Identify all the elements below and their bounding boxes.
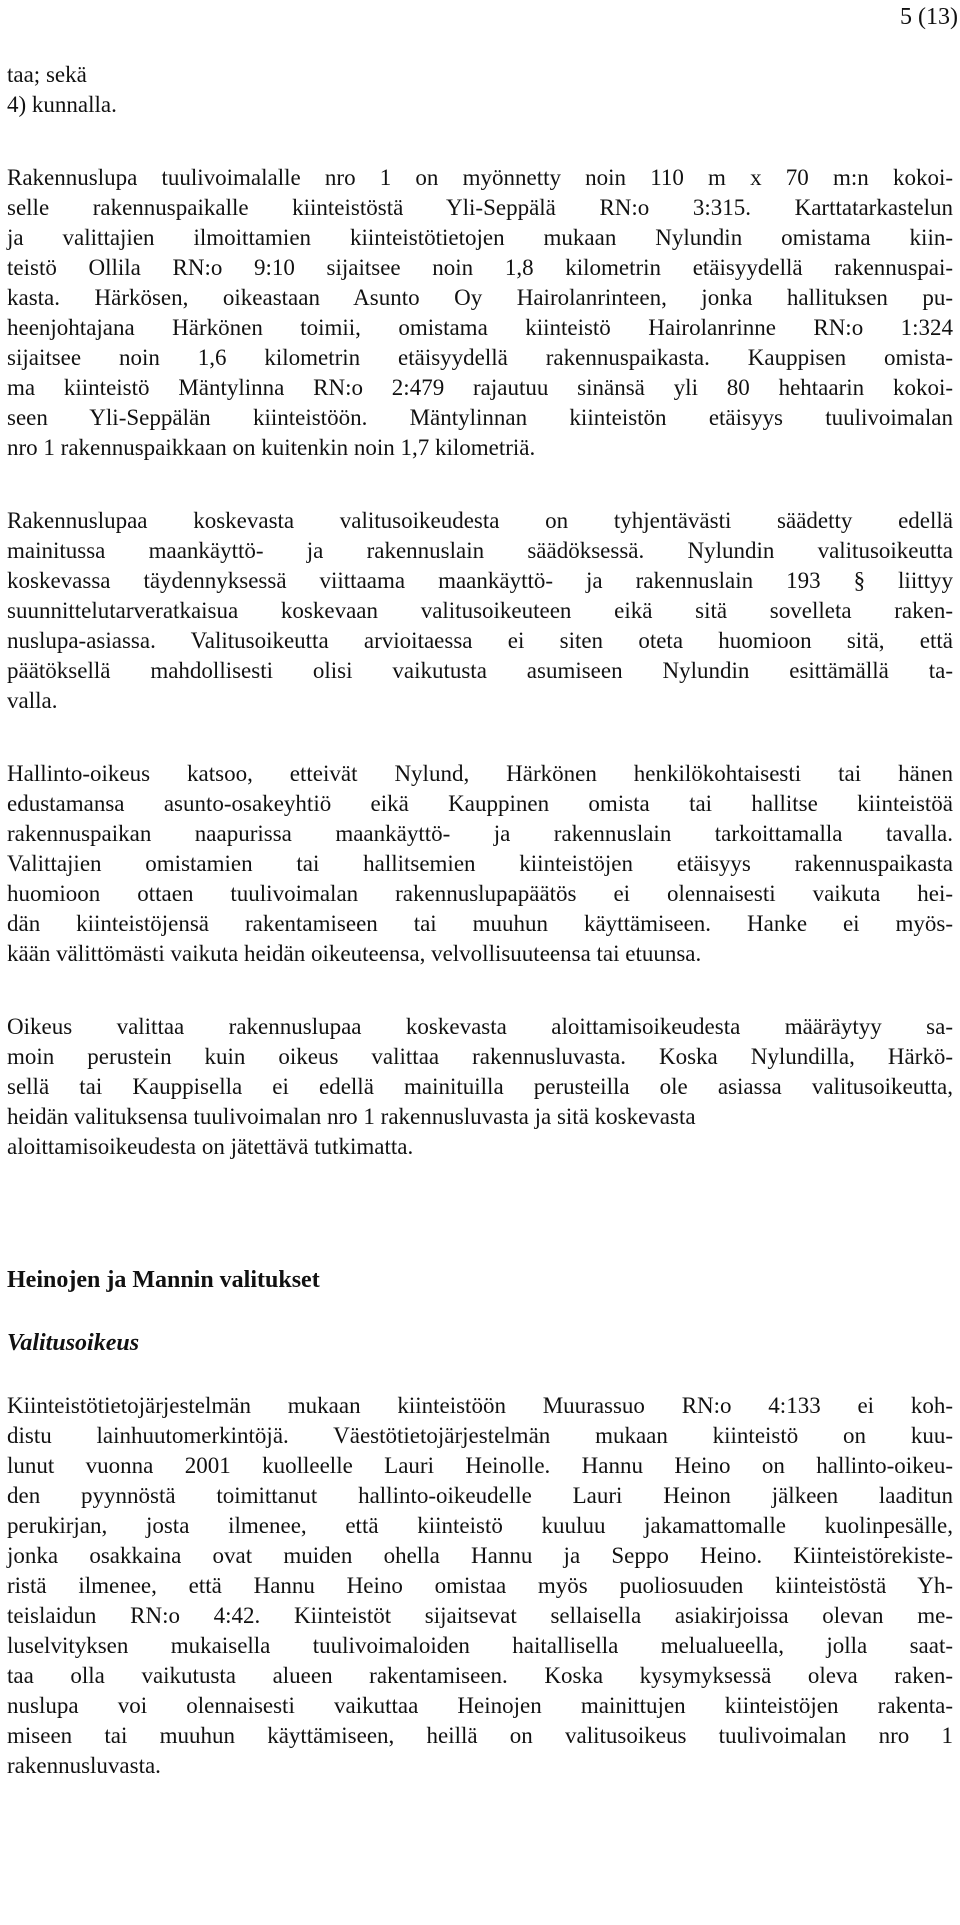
text-line: päätöksellä mahdollisesti olisi vaikutusta asumiseen Nylundin esittämällä ta- bbox=[7, 658, 953, 683]
text-line: ristä ilmenee, että Hannu Heino omistaa myös puoliosuuden kiinteistöstä Yh- bbox=[7, 1573, 953, 1598]
text-line: den pyynnöstä toimittanut hallinto-oikeudelle Lauri Heinon jälkeen laaditun bbox=[7, 1483, 953, 1508]
text-line: nuslupa-asiassa. Valitusoikeutta arvioitaessa ei siten oteta huomioon sitä, että bbox=[7, 628, 953, 653]
text-line: luselvityksen mukaisella tuulivoimaloiden haitallisella melualueella, jolla saat- bbox=[7, 1633, 953, 1658]
document-body bbox=[7, 60, 953, 1781]
text-line: distu lainhuutomerkintöjä. Väestötietojärjestelmän mukaan kiinteistö on kuu- bbox=[7, 1423, 953, 1448]
text-line: nuslupa voi olennaisesti vaikuttaa Heinojen mainittujen kiinteistöjen rakenta- bbox=[7, 1693, 953, 1718]
paragraph-court-assessment bbox=[7, 759, 953, 969]
text-line: rakennusluvasta. bbox=[7, 1753, 161, 1778]
text-line: sellä tai Kauppisella ei edellä mainituilla perusteilla ole asiassa valitusoikeutta, bbox=[7, 1074, 953, 1099]
text-line: mainitussa maankäyttö- ja rakennuslain säädöksessä. Nylundin valitusoikeutta bbox=[7, 538, 953, 563]
text-line: Valittajien omistamien tai hallitsemien kiinteistöjen etäisyys rakennuspaikasta bbox=[7, 851, 953, 876]
text-line: ja valittajien ilmoittamien kiinteistötietojen mukaan Nylundin omistama kiin- bbox=[7, 225, 953, 250]
text-line: aloittamisoikeudesta on jätettävä tutkimatta. bbox=[7, 1134, 414, 1159]
paragraph-heino-appeal bbox=[7, 1391, 953, 1781]
text-line: koskevassa täydennyksessä viittaama maankäyttö- ja rakennuslain 193 § liittyy bbox=[7, 568, 953, 593]
text-line: taa; sekä bbox=[7, 62, 87, 87]
text-line: heidän valituksensa tuulivoimalan nro 1 rakennusluvasta ja sitä koskevasta bbox=[7, 1104, 696, 1129]
text-line: ma kiinteistö Mäntylinna RN:o 2:479 rajautuu sinänsä yli 80 hehtaarin kokoi- bbox=[7, 375, 953, 400]
text-line: Hallinto-oikeus katsoo, etteivät Nylund, Härkönen henkilökohtaisesti tai hänen bbox=[7, 761, 953, 786]
text-line: perukirjan, josta ilmenee, että kiinteistö kuuluu jakamattomalle kuolinpesälle, bbox=[7, 1513, 953, 1538]
paragraph-commencement-right bbox=[7, 1012, 953, 1162]
text-line: sijaitsee noin 1,6 kilometrin etäisyydellä rakennuspaikasta. Kauppisen omista- bbox=[7, 345, 953, 370]
text-line: moin perustein kuin oikeus valittaa rakennusluvasta. Koska Nylundilla, Härkö- bbox=[7, 1044, 953, 1069]
text-line: lunut vuonna 2001 kuolleelle Lauri Heinolle. Hannu Heino on hallinto-oikeu- bbox=[7, 1453, 953, 1478]
text-line: taa olla vaikutusta alueen rakentamiseen. Koska kysymyksessä oleva raken- bbox=[7, 1663, 953, 1688]
text-line: huomioon ottaen tuulivoimalan rakennuslupapäätös ei olennaisesti vaikuta hei- bbox=[7, 881, 953, 906]
text-line: edustamansa asunto-osakeyhtiö eikä Kauppinen omista tai hallitse kiinteistöä bbox=[7, 791, 953, 816]
text-line: Rakennuslupa tuulivoimalalle nro 1 on myönnetty noin 110 m x 70 m:n kokoi- bbox=[7, 165, 953, 190]
text-line: heenjohtajana Härkönen toimii, omistama kiinteistö Hairolanrinne RN:o 1:324 bbox=[7, 315, 953, 340]
section-heading: Heinojen ja Mannin valitukset bbox=[7, 1267, 320, 1293]
text-line: Oikeus valittaa rakennuslupaa koskevasta aloittamisoikeudesta määräytyy sa- bbox=[7, 1014, 953, 1039]
paragraph-right-of-appeal bbox=[7, 506, 953, 716]
paragraph-building-permit bbox=[7, 163, 953, 463]
text-line: kasta. Härkösen, oikeastaan Asunto Oy Hairolanrinteen, jonka hallituksen pu- bbox=[7, 285, 953, 310]
text-line: rakennuspaikan naapurissa maankäyttö- ja rakennuslain tarkoittamalla tavalla. bbox=[7, 821, 953, 846]
text-line: selle rakennuspaikalle kiinteistöstä Yli-Seppälä RN:o 3:315. Karttatarkastelun bbox=[7, 195, 953, 220]
text-line: Rakennuslupaa koskevasta valitusoikeudesta on tyhjentävästi säädetty edellä bbox=[7, 508, 953, 533]
text-line: teistö Ollila RN:o 9:10 sijaitsee noin 1,8 kilometrin etäisyydellä rakennuspai- bbox=[7, 255, 953, 280]
text-line: 4) kunnalla. bbox=[7, 92, 117, 117]
text-line: jonka osakkaina ovat muiden ohella Hannu ja Seppo Heino. Kiinteistörekiste- bbox=[7, 1543, 953, 1568]
text-line: seen Yli-Seppälän kiinteistöön. Mäntylinnan kiinteistön etäisyys tuulivoimalan bbox=[7, 405, 953, 430]
text-line: kään välittömästi vaikuta heidän oikeuteensa, velvollisuuteensa tai etuunsa. bbox=[7, 941, 702, 966]
text-line: valla. bbox=[7, 688, 58, 713]
page-number: 5 (13) bbox=[900, 4, 958, 30]
subsection-heading: Valitusoikeus bbox=[7, 1330, 140, 1356]
text-line: miseen tai muuhun käyttämiseen, heillä on valitusoikeus tuulivoimalan nro 1 bbox=[7, 1723, 953, 1748]
text-line: suunnittelutarveratkaisua koskevaan valitusoikeuteen eikä sitä sovelleta raken- bbox=[7, 598, 953, 623]
text-line: nro 1 rakennuspaikkaan on kuitenkin noin 1,7 kilometriä. bbox=[7, 435, 536, 460]
text-line: Kiinteistötietojärjestelmän mukaan kiinteistöön Muurassuo RN:o 4:133 ei koh- bbox=[7, 1393, 953, 1418]
text-line: teislaidun RN:o 4:42. Kiinteistöt sijaitsevat sellaisella asiakirjoissa olevan me- bbox=[7, 1603, 953, 1628]
intro-text bbox=[7, 60, 953, 120]
text-line: dän kiinteistöjensä rakentamiseen tai muuhun käyttämiseen. Hanke ei myös- bbox=[7, 911, 953, 936]
